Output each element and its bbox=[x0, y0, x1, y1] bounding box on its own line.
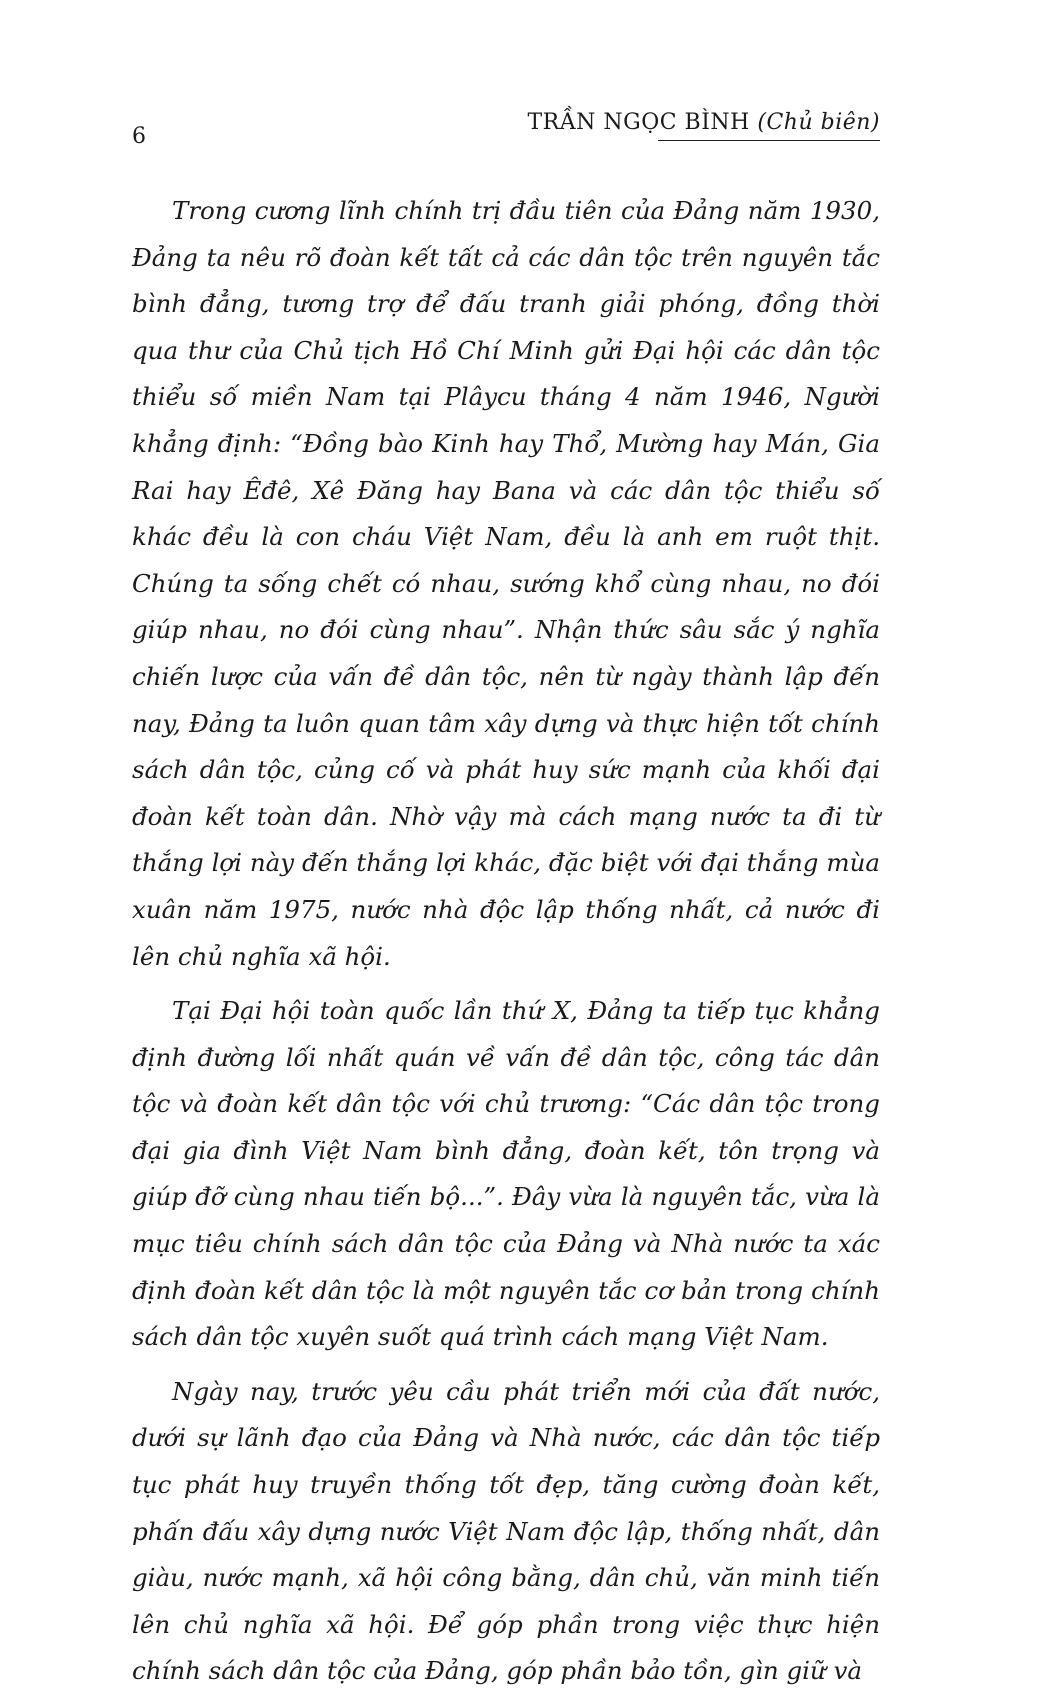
page-header bbox=[128, 104, 880, 149]
running-head bbox=[528, 110, 881, 135]
paragraph-1: Trong cương lĩnh chính trị đầu tiên của Đảng năm 1930, Đảng ta nêu rõ đoàn kết tất cả các dân tộc trên nguyên tắc bình đẳng, tương trợ để đấu tranh giải phóng, đồng thời qua thư của Chủ tịch Hồ Chí Minh gửi Đại hội các dân tộc thiểu số miền Nam tại Plâycu tháng 4 năm 1946, Người khẳng định: “Đồng bào Kinh hay Thổ, Mường hay Mán, Gia Rai hay Êđê, Xê Đăng hay Bana và các dân tộc thiểu số khác đều là con cháu Việt Nam, đều là anh em ruột thịt. Chúng ta sống chết có nhau, sướng khổ cùng nhau, no đói giúp nhau, no đói cùng nhau”. Nhận thức sâu sắc ý nghĩa chiến lược của vấn đề dân tộc, nên từ ngày thành lập đến nay, Đảng ta luôn quan tâm xây dựng và thực hiện tốt chính sách dân tộc, củng cố và phát huy sức mạnh của khối đại đoàn kết toàn dân. Nhờ vậy mà cách mạng nước ta đi từ thắng lợi này đến thắng lợi khác, đặc biệt với đại thắng mùa xuân năm 1975, nước nhà độc lập thống nhất, cả nước đi lên chủ nghĩa xã hội. bbox=[132, 196, 880, 971]
running-head-role: (Chủ biên) bbox=[757, 110, 880, 135]
page-number: 6 bbox=[132, 124, 146, 149]
paragraph-2: Tại Đại hội toàn quốc lần thứ X, Đảng ta tiếp tục khẳng định đường lối nhất quán về vấn đề dân tộc, công tác dân tộc và đoàn kết dân tộc với chủ trương: “Các dân tộc trong đại gia đình Việt Nam bình đẳng, đoàn kết, tôn trọng và giúp đỡ cùng nhau tiến bộ...”. Đây vừa là nguyên tắc, vừa là mục tiêu chính sách dân tộc của Đảng và Nhà nước ta xác định đoàn kết dân tộc là một nguyên tắc cơ bản trong chính sách dân tộc xuyên suốt quá trình cách mạng Việt Nam. bbox=[132, 996, 880, 1352]
running-head-author: TRẦN NGỌC BÌNH bbox=[527, 110, 750, 135]
header-rule bbox=[658, 140, 880, 141]
body-text bbox=[132, 188, 880, 1703]
paragraph-3: Ngày nay, trước yêu cầu phát triển mới của đất nước, dưới sự lãnh đạo của Đảng và Nhà nước, các dân tộc tiếp tục phát huy truyền thống tốt đẹp, tăng cường đoàn kết, phấn đấu xây dựng nước Việt Nam độc lập, thống nhất, dân giàu, nước mạnh, xã hội công bằng, dân chủ, văn minh tiến lên chủ nghĩa xã hội. Để góp phần trong việc thực hiện chính sách dân tộc của Đảng, góp phần bảo tồn, gìn giữ và bbox=[132, 1376, 880, 1686]
